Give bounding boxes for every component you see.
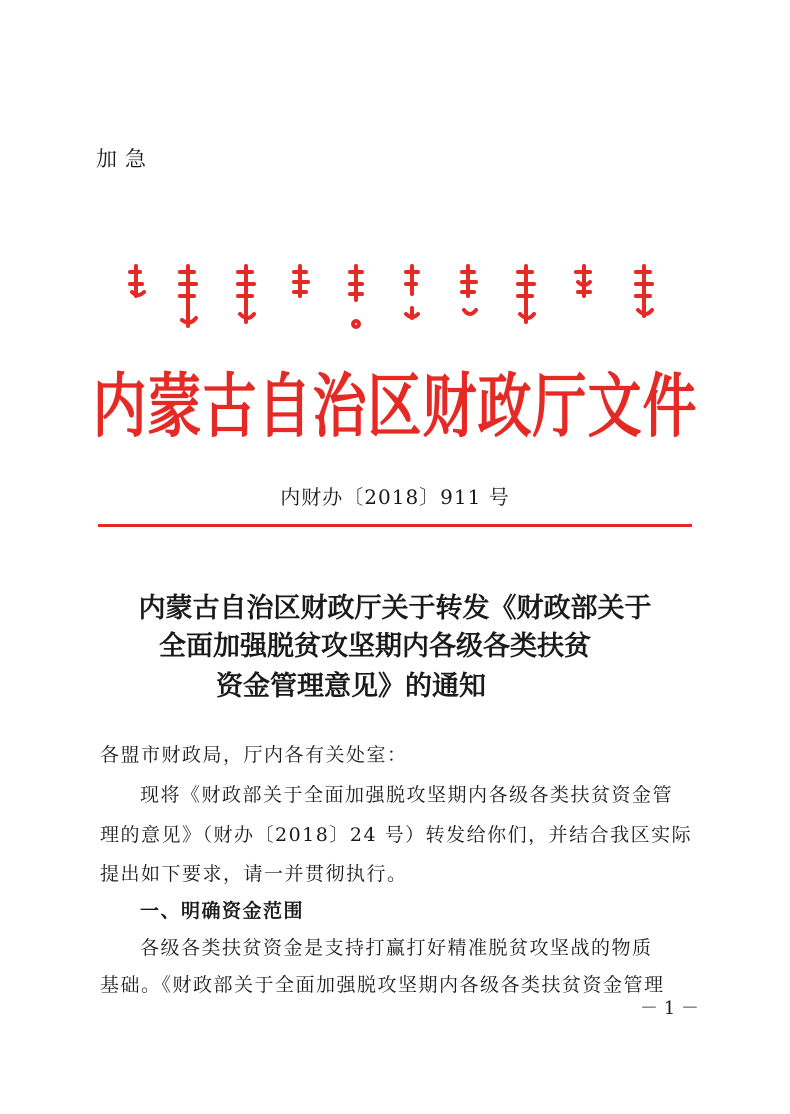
red-divider-line [98, 524, 692, 527]
paragraph-2-line-1: 各级各类扶贫资金是支持打赢打好精准脱贫攻坚战的物质 [140, 937, 653, 959]
notice-title-line-1: 内蒙古自治区财政厅关于转发《财政部关于 [138, 593, 652, 624]
document-header-title: 内蒙古自治区财政厅文件 [92, 364, 698, 447]
salutation: 各盟市财政局，厅内各有关处室： [100, 744, 408, 766]
page-number: － 1 － [640, 998, 699, 1019]
paragraph-1-line-1: 现将《财政部关于全面加强脱攻坚期内各级各类扶贫资金管 [140, 784, 674, 806]
section-heading-1: 一、明确资金范围 [140, 900, 305, 922]
notice-title-line-3: 资金管理意见》的通知 [216, 671, 486, 702]
urgency-label: 加急 [96, 147, 154, 171]
document-number: 内财办〔2018〕911 号 [280, 485, 510, 509]
paragraph-2-line-2: 基础。《财政部关于全面加强脱攻坚期内各级各类扶贫资金管理 [100, 974, 665, 996]
mongolian-script-header [128, 262, 668, 334]
notice-title-line-2: 全面加强脱贫攻坚期内各级各类扶贫 [159, 631, 591, 662]
paragraph-1-line-2: 理的意见》（财办〔2018〕24 号）转发给你们，并结合我区实际 [100, 824, 693, 846]
paragraph-1-line-3: 提出如下要求，请一并贯彻执行。 [100, 863, 408, 885]
